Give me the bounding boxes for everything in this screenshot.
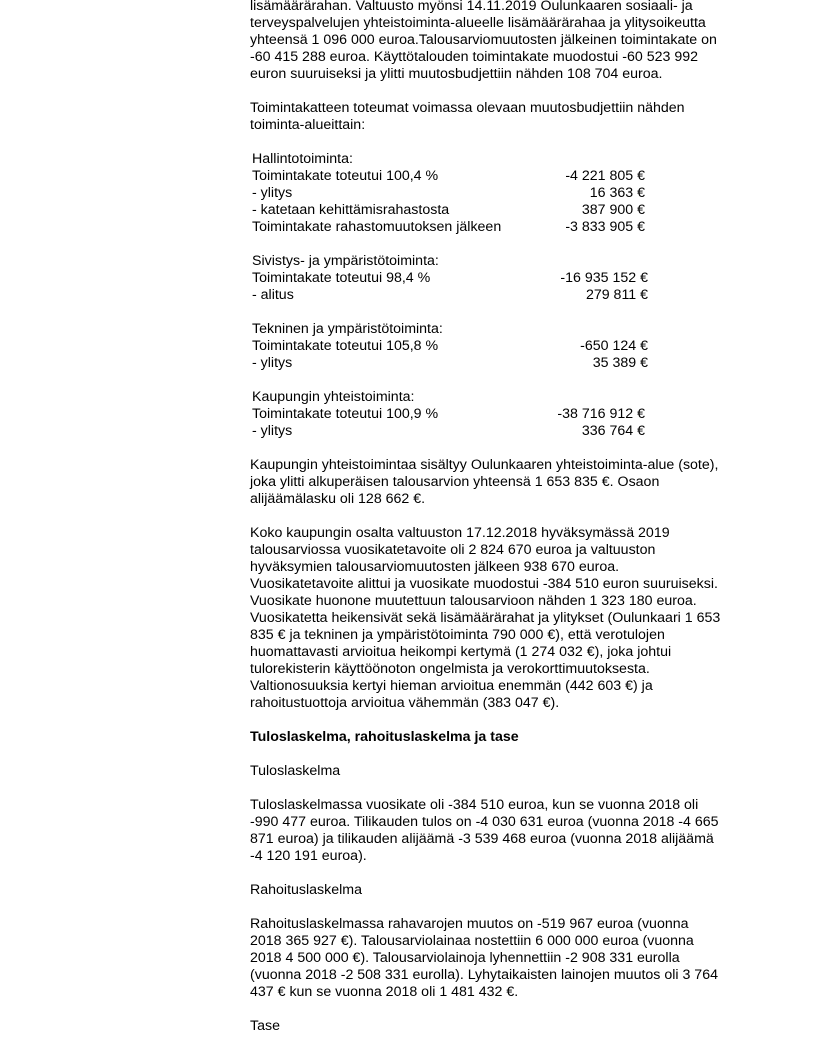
row-value: 35 389 € [592, 355, 648, 371]
table-row [252, 355, 648, 372]
income-statement-heading: Tuloslaskelma [250, 763, 341, 779]
row-label: - ylitys [252, 185, 293, 201]
cash-flow-paragraph: Rahoituslaskelmassa rahavarojen muutos on -519 967 euroa (vuonna 2018 365 927 €). Talousarviolainaa nostettiin 6 000 000 euroa (vuonna 2018 4 500 000 €). Talousarviolainoja lyhennettiin -2 908 331 eurolla (vuonna 2018 -2 508 331 eurolla). Lyhytaikaisten lainojen muutos oli 3 764 437 € kun se vuonna 2018 oli 1 481 432 €. [250, 916, 718, 1000]
document-page [250, 0, 750, 1035]
group-city-cooperation [252, 389, 750, 440]
row-value: 336 764 € [581, 423, 645, 439]
cooperation-paragraph: Kaupungin yhteistoimintaa sisältyy Oulunkaaren yhteistoiminta-alue (sote), joka ylitti alkuperäisen talousarvion yhteensä 1 653 835 €. Osaon alijäämälasku oli 128 662 €. [250, 457, 719, 507]
row-value: -4 221 805 € [565, 168, 645, 184]
row-value: -650 124 € [580, 338, 648, 354]
section-heading: Tuloslaskelma, rahoituslaskelma ja tase [250, 729, 519, 745]
row-label: Toimintakate rahastomuutoksen jälkeen [252, 219, 502, 235]
table-row [252, 423, 645, 440]
row-value: -3 833 905 € [565, 219, 645, 235]
table-row [252, 168, 645, 185]
table-row [252, 338, 648, 355]
row-label: - katetaan kehittämisrahastosta [252, 202, 450, 218]
table-row [252, 270, 648, 287]
row-label: Toimintakate toteutui 105,8 % [252, 338, 439, 354]
group-title: Kaupungin yhteistoiminta: [252, 389, 415, 405]
income-statement-paragraph: Tuloslaskelmassa vuosikate oli -384 510 euroa, kun se vuonna 2018 oli -990 477 euroa. Tilikauden tulos on -4 030 631 euroa (vuonna 2018 -4 665 871 euroa) ja tilikauden alijäämä -3 539 468 euroa (vuonna 2018 alijäämä -4 120 191 euroa). [250, 797, 719, 864]
row-value: -16 935 152 € [560, 270, 648, 286]
row-value: -38 716 912 € [557, 406, 645, 422]
cash-flow-heading: Rahoituslaskelma [250, 882, 362, 898]
row-label: - ylitys [252, 355, 293, 371]
row-value: 279 811 € [585, 287, 648, 303]
row-label: Toimintakate toteutui 100,9 % [252, 406, 439, 422]
group-administration [252, 151, 750, 236]
city-paragraph: Koko kaupungin osalta valtuuston 17.12.2018 hyväksymässä 2019 talousarviossa vuosikatetavoite oli 2 824 670 euroa ja valtuuston hyväksymien talousarviomuutosten jälkeen 938 670 euroa. Vuosikatetavoite alittui ja vuosikate muodostui -384 510 euron suuruiseksi. Vuosikate huonone muutettuun talousarvioon nähden 1 323 180 euroa. Vuosikatetta heikensivät sekä lisämäärärahat ja ylitykset (Oulunkaari 1 653 835 € ja tekninen ja ympäristötoiminta 790 000 €), että verotulojen huomattavasti arvioitua heikompi kertymä (1 274 032 €), joka johtui tulorekisterin käyttöönoton ongelmista ja verokorttimuutoksesta. Valtionosuuksia kertyi hieman arvioitua enemmän (442 603 €) ja rahoitustuottoja arvioitua vähemmän (383 047 €). [250, 525, 721, 711]
table-row [252, 219, 645, 236]
operating-margin-intro: Toimintakatteen toteumat voimassa olevaan muutosbudjettiin nähden toiminta-alueittain: [250, 100, 685, 133]
group-education-environment [252, 253, 750, 304]
group-title: Tekninen ja ympäristötoiminta: [252, 321, 443, 337]
row-label: Toimintakate toteutui 100,4 % [252, 168, 439, 184]
table-row [252, 406, 645, 423]
table-row [252, 202, 645, 219]
row-label: - ylitys [252, 423, 293, 439]
row-value: 387 900 € [581, 202, 645, 218]
balance-sheet-heading: Tase [250, 1018, 280, 1034]
group-technical [252, 321, 750, 372]
group-title: Sivistys- ja ympäristötoiminta: [252, 253, 439, 269]
row-label: Toimintakate toteutui 98,4 % [252, 270, 431, 286]
table-row [252, 287, 648, 304]
row-label: - alitus [252, 287, 294, 303]
table-row [252, 185, 645, 202]
row-value: 16 363 € [589, 185, 645, 201]
group-title: Hallintotoiminta: [252, 151, 353, 167]
operating-margin-table [250, 151, 750, 440]
intro-paragraph: lisämäärärahan. Valtuusto myönsi 14.11.2019 Oulunkaaren sosiaali- ja terveyspalvelujen yhteistoiminta-alueelle lisämäärärahaa ja ylitysoikeutta yhteensä 1 096 000 euroa.Talousarviomuutosten jälkeinen toimintakate on -60 415 288 euroa. Käyttötalouden toimintakate muodostui -60 523 992 euron suuruiseksi ja ylitti muutosbudjettiin nähden 108 704 euroa. [250, 0, 717, 82]
